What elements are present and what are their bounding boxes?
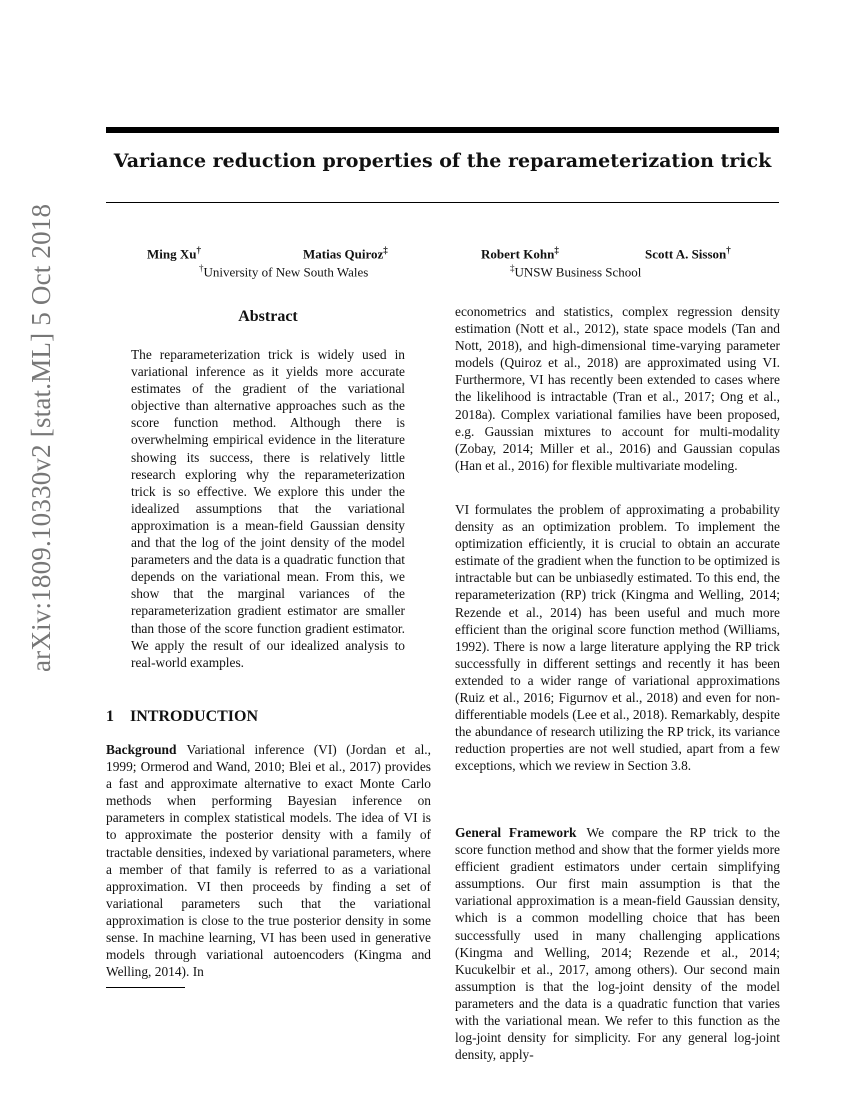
paragraph-background: Background Variational inference (VI) (Jordan et al., 1999; Ormerod and Wand, 2010; Blei et al., 2017) provides a fast and approximate alternative to exact Monte Carlo methods when performing Bayesian inference on parameters in complex statistical models. The idea of VI is to approximate the posterior density with a family of tractable densities, indexed by variational parameters, where a member of that family is referred to as a variational approximation. VI then proceeds by finding a set of variational parameters such that the variational approximation is close to the true posterior density in some sense. In machine learning, VI has been used in generative models through variational autoencoders (Kingma and Welling, 2014). In [106,742,431,980]
paper-title: Variance reduction properties of the reparameterization trick [113,150,772,172]
run-in-heading-framework: General Framework [455,825,577,840]
footnote-rule [106,987,185,988]
author-2: Matias Quiroz‡ [303,245,388,262]
author-1: Ming Xu† [147,245,201,262]
paragraph-continued: econometrics and statistics, complex regression density estimation (Nott et al., 2012), state space models (Tan and Nott, 2018), and high-dimensional time-varying parameter models (Quiroz et al., 2018) are approximated using VI. Furthermore, VI has recently been extended to cases where the likelihood is intractable (Tran et al., 2017; Ong et al., 2018a). Complex variational families have been proposed, e.g. Gaussian mixtures to account for multi-modality (Zobay, 2014; Miller et al., 2016) and Gaussian copulas (Han et al., 2016) for flexible multivariate modeling. [455,304,780,473]
paragraph-general-framework: General Framework We compare the RP trick to the score function method and show that the former yields more efficient gradient estimators under certain simplifying assumptions. Our first main assumption is that the variational approximation is a mean-field Gaussian density, which is a common modelling choice that has been successfully used in many challenging applications (Kingma and Welling, 2014; Rezende et al., 2014; Kucukelbir et al., 2017, among others). Our second main assumption is that the log-joint density of the model parameters and the data is a quadratic function that varies with the variational mean. We refer to this function as the log-joint density for simplicity. For any general log-joint density, apply- [455,825,780,1063]
author-3: Robert Kohn‡ [481,245,559,262]
title-rule-bottom [106,202,779,203]
paragraph-vi-formulation: VI formulates the problem of approximating a probability density as an optimization problem. To implement the optimization efficiently, it is crucial to obtain an accurate estimate of the gradient when the function to be optimized is intractable but can be unbiasedly estimated. To this end, the reparameterization (RP) trick (Kingma and Welling, 2014; Rezende et al., 2014) has been useful and much more efficient than the original score function method (Williams, 1992). There is now a large literature applying the RP trick successfully in different settings and recently it has been extended to a wider range of variational approximations (Ruiz et al., 2016; Figurnov et al., 2018) and even for non-differentiable models (Lee et al., 2018). Remarkably, despite the abundance of research utilizing the RP trick, its variance reduction properties are not well studied, apart from a few exceptions, which we review in Section 3.8. [455,502,781,774]
abstract-heading: Abstract [238,308,298,325]
run-in-heading-background: Background [106,742,177,757]
author-4: Scott A. Sisson† [645,245,731,262]
affiliation-2: ‡UNSW Business School [510,263,642,280]
arxiv-identifier: arXiv:1809.10330v2 [stat.ML] 5 Oct 2018 [26,203,56,672]
abstract-text: The reparameterization trick is widely used in variational inference as it yields more accurate estimates of the gradient of the variational objective than alternative approaches such as the score function method. Although there is overwhelming empirical evidence in the literature showing its success, there is relatively little research exploring why the reparameterization trick is so effective. We explore this under the idealized assumptions that the variational approximation is a mean-field Gaussian density and that the log of the joint density of the model parameters and the data is a quadratic function that depends on the variational mean. From this, we show that the marginal variances of the reparameterization gradient estimator are smaller than those of the score function gradient estimator. We apply the result of our idealized analysis to real-world examples. [131,347,405,670]
affiliation-1: †University of New South Wales [199,263,369,280]
section-heading: 1 INTRODUCTION [106,708,259,725]
title-rule-top [106,127,779,133]
